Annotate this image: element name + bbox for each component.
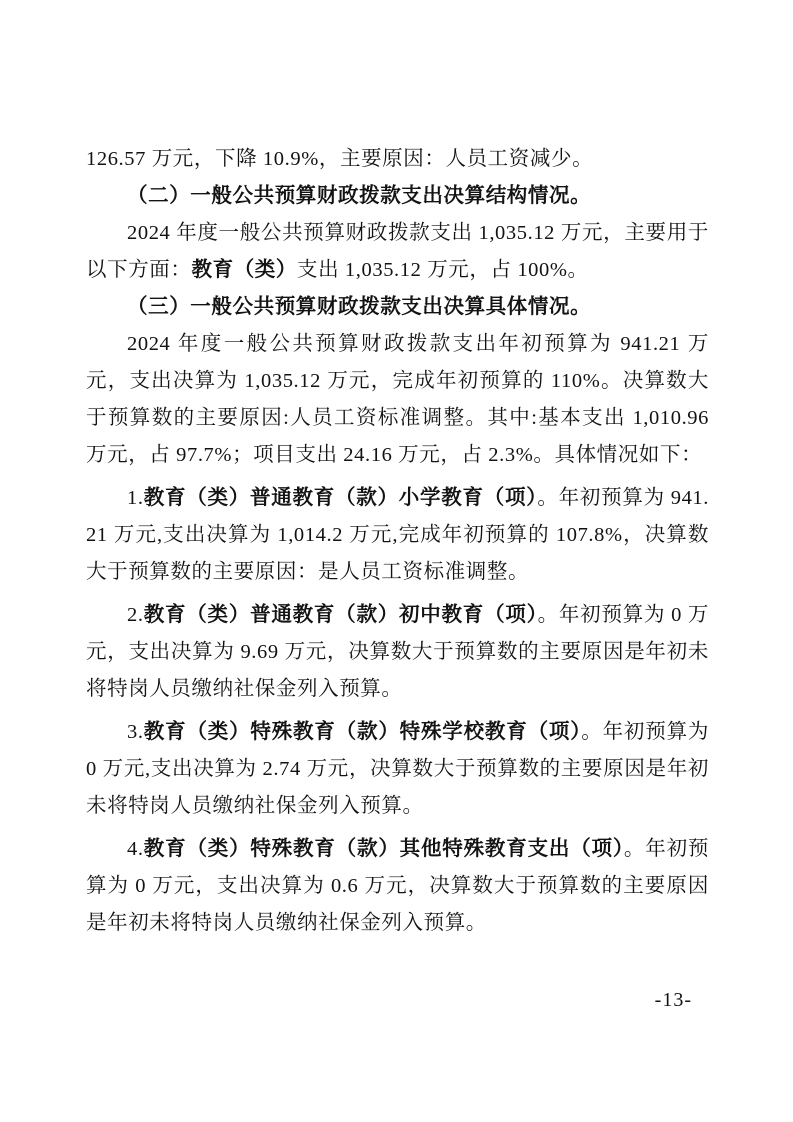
text-run: 支出 1,035.12 万元，占 100%。: [297, 259, 589, 281]
section-heading: [86, 289, 709, 326]
text-run: 1.: [127, 487, 144, 509]
bold-text-run: 教育（类）: [191, 259, 297, 281]
bold-text-run: 教育（类）特殊教育（款）特殊学校教育（项）: [143, 721, 582, 743]
paragraph: [86, 831, 709, 942]
text-run: 126.57 万元，下降 10.9%，主要原因：人员工资减少。: [86, 148, 594, 170]
bold-text-run: 教育（类）普通教育（款）初中教育（项）: [143, 604, 538, 626]
paragraph: [86, 480, 709, 591]
text-run: 4.: [127, 838, 144, 860]
bold-text-run: 教育（类）普通教育（款）小学教育（项）: [143, 487, 538, 509]
paragraph: [86, 597, 709, 708]
bold-text-run: （二）一般公共预算财政拨款支出决算结构情况。: [127, 185, 592, 207]
paragraph: [86, 141, 709, 178]
bold-text-run: （三）一般公共预算财政拨款支出决算具体情况。: [127, 296, 592, 318]
text-run: 。年初预算为 0 万元，支出决算为 9.69 万元，决算数大于预算数的主要原因是年初未将特岗人员缴纳社保金列入预算。: [86, 604, 710, 700]
text-run: 。年初预算为 941.21 万元,支出决算为 1,014.2 万元,完成年初预算的 107.8%，决算数大于预算数的主要原因：是人员工资标准调整。: [86, 487, 709, 583]
paragraph: [86, 326, 709, 474]
text-run: 。年初预算为 0 万元，支出决算为 0.6 万元，决算数大于预算数的主要原因是年初未将特岗人员缴纳社保金列入预算。: [86, 838, 709, 934]
document-content: [86, 141, 709, 942]
text-run: 。年初预算为 0 万元,支出决算为 2.74 万元，决算数大于预算数的主要原因是年初未将特岗人员缴纳社保金列入预算。: [86, 721, 709, 817]
text-run: 3.: [127, 721, 144, 743]
bold-text-run: 教育（类）特殊教育（款）其他特殊教育支出（项）: [143, 838, 624, 860]
text-run: 2024 年度一般公共预算财政拨款支出 1,035.12 万元，主要用于以下方面：: [86, 222, 709, 281]
page-number: -13-: [654, 989, 692, 1011]
text-run: 2.: [127, 604, 144, 626]
paragraph: [86, 215, 709, 289]
paragraph: [86, 714, 709, 825]
text-run: 2024 年度一般公共预算财政拨款支出年初预算为 941.21 万元，支出决算为 1,035.12 万元，完成年初预算的 110%。决算数大于预算数的主要原因:人员工资标准调整。其中:基本支出 1,010.96 万元，占 97.7%；项目支出 24.16 万元，占 2.3%。具体情况如下：: [86, 333, 709, 466]
section-heading: [86, 178, 709, 215]
